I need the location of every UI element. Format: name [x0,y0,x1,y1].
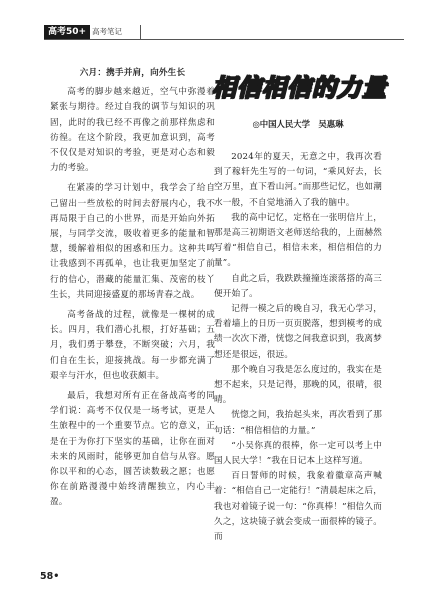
article-paragraph-6: 恍惚之间，我抬起头来，再次看到了那句话：“相信相信的力量。” [214,410,382,436]
left-paragraph-1: 高考的脚步越来越近，空气中弥漫着紧张与期待。经过自我的调节与知识的巩固，此时的我已经不再像之前那样焦虑和彷徨。在这个阶段，我更加意识到，高考不仅仅是对知识的考验，更是对心态和毅力的考验。 [50,87,215,174]
header-rule [44,39,404,40]
left-paragraph-3: 高考备战的过程，就像是一棵树的成长。四月，我们潜心扎根，打好基础；五月，我们勇于攀登，不断突破；六月，我们自在生长，迎接挑战。每一步都充满了艰辛与汗水，但也收获颇丰。 [50,310,215,381]
article-paragraph-5: 那个晚自习我是怎么度过的，我实在是想不起来，只是记得，那晚的风，很晴，很晴。 [214,364,382,406]
left-paragraph-4: 最后，我想对所有正在备战高考的同学们说：高考不仅仅是一场考试，更是人生旅程中的一个重要节点。它的意义，正是在于为你打下坚实的基础，让你在面对未来的风雨时，能够更加自信与从容。愿你以平和的心态，圆苦读数载之愿；也愿你在前路漫漫中始终清醒独立，内心丰盈。 [50,391,215,508]
article-title: 相信相信的力量 [212,74,387,102]
header-divider-tick [140,25,141,39]
page-header [0,0,427,44]
article-byline: ◎中国人民大学 吴惠琳 [252,119,344,129]
article-paragraph-1: 2024年的夏天，无意之中，我再次看到了稼轩先生写的一句词，“乘风好去，长空万里，直下看山河。”而那些记忆，也如潮水一般，不自觉地涌入了我的脑中。 [214,152,382,208]
column-section-name: 高考笔记 [92,27,122,36]
article-paragraph-4: 记得一模之后的晚自习，我无心学习，看着墙上的日历一页页脱落，想到模考的成绩一次次下滑，恍惚之间我意识到，我离梦想还是很远，很远。 [214,304,382,360]
article-paragraph-3: 自此之后，我跌跌撞撞连滚落搭的高三便开始了。 [214,273,382,299]
left-paragraph-2: 在紧凑的学习计划中，我学会了给自己留出一些放松的时间去舒展内心，我不再局限于自己的小世界，而是开始向外拓展，与同学交流，吸收着更多的能量和智慧，缓解着相似的困惑和压力。这种共鸣让我感到不再孤单，也让我更加坚定了前行的信心，潜藏的能量汇集、茂密的枝丫生长，共同迎接盛夏的那场青春之战。 [50,183,215,300]
column-badge: 高考50+ [44,25,90,39]
right-column [214,150,382,545]
page-number: 58• [40,571,60,582]
left-column [50,66,215,511]
article-paragraph-7: “小吴你真的很棒，你一定可以考上中国人民大学！”我在日记本上这样写道。 [214,440,382,467]
article-paragraph-2: 我的高中记忆，定格在一张明信片上，那是高三初期语文老师送给我的，上面赫然写着“相信自己，相信未来，相信相信的力量”。 [214,212,382,269]
section-heading: 六月：携手并肩，向外生长 [79,68,186,78]
article-paragraph-8: 百日誓师的时候，我象着徽章高声喊着：“相信自己一定能行！”清晨起床之后，我也对着镜子说一句：“你真棒！”相信久而久之，这块镜子就会变成一面很棒的镜子。而 [214,471,382,543]
